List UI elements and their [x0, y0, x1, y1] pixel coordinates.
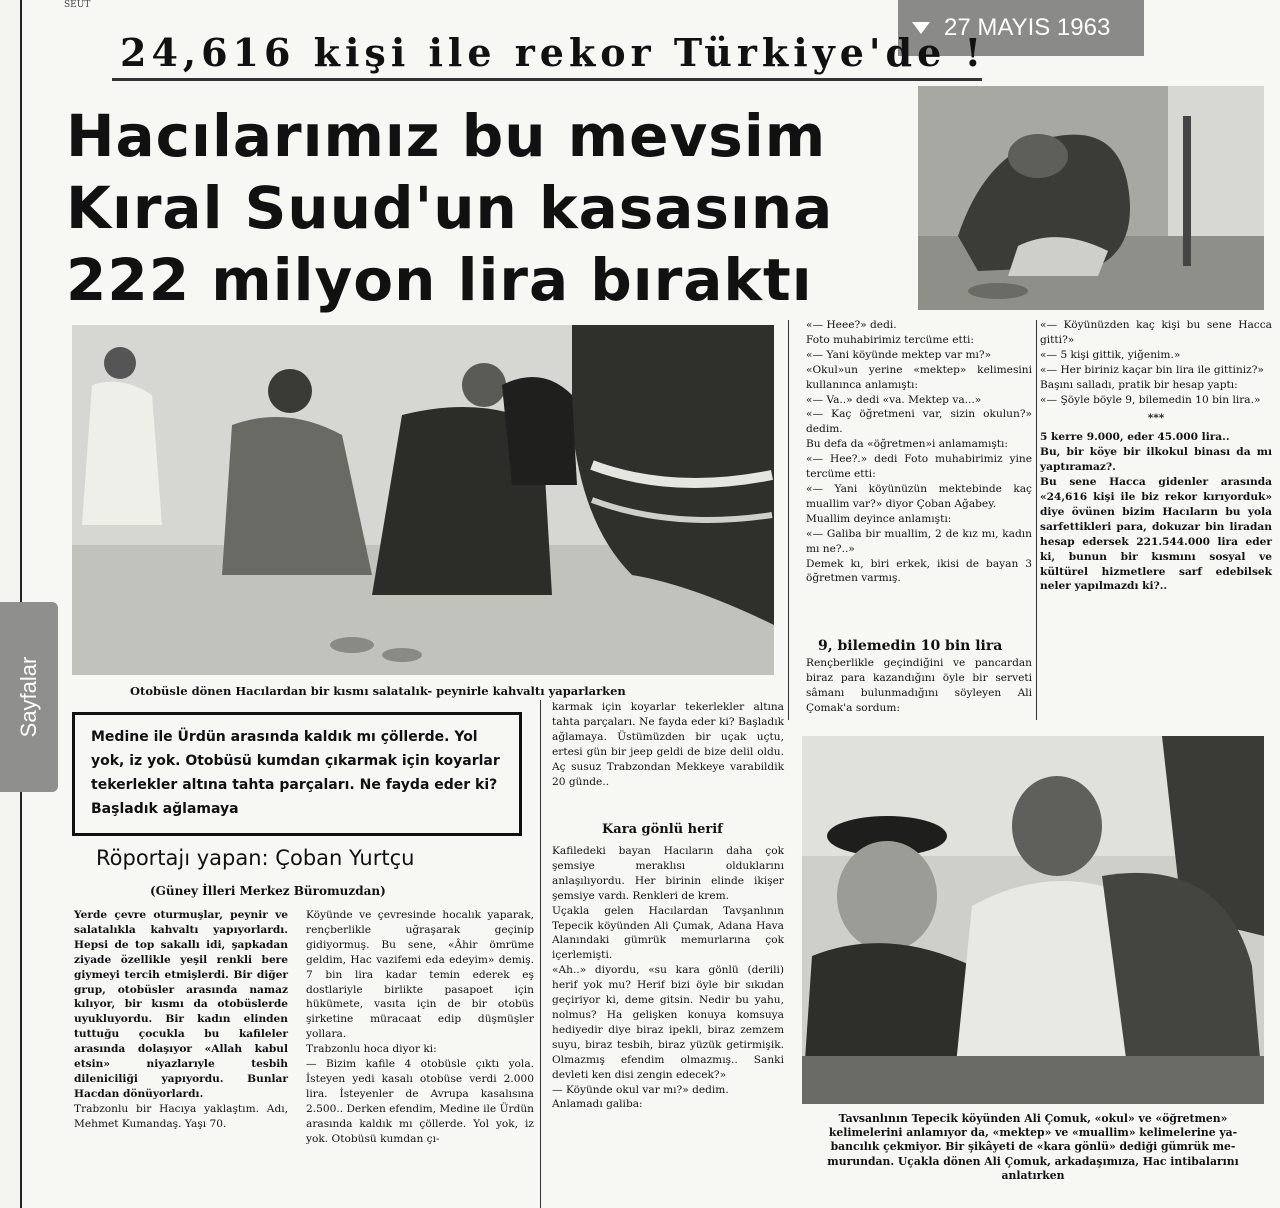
paragraph: Foto muhabirimiz tercüme etti: [806, 333, 974, 346]
date-label: 27 MAYIS 1963 [944, 14, 1111, 41]
paragraph: «— Şöyle böyle 9, bilemedin 10 bin lira.» [1040, 393, 1261, 406]
paragraph: Kafiledeki bayan Hacıların daha çok şemsiye meraklısı olduklarını anlaşılıyordu. Her birinin elinde ikişer şemsiye vardı. Renkleri de krem. [552, 845, 784, 902]
paragraph: «— Köyünüzden kaç kişi bu sene Hacca gitti?» [1040, 319, 1272, 346]
paragraph: «— Kaç öğretmeni var, sizin okulun?» dedim. [806, 408, 1032, 436]
kicker-underline [112, 78, 982, 81]
photo-ali-comuk-interview [802, 736, 1264, 1104]
headline-line: Kıral Suud'un kasasına [66, 174, 834, 242]
article-column-center-lower [552, 844, 784, 1112]
paragraph: Trabzonlu bir Hacıya yaklaştım. Adı, Mehmet Kumandaş. Yaşı 70. [74, 1102, 288, 1130]
paragraph: Bu defa da «öğretmen»i anlamamıştı: [806, 438, 1008, 451]
paragraph: Yerde çevre oturmuşlar, peynir ve salatalıkla kahvaltı yapıyorlardı. Hepsi de top sakallı idi, şapkadan ziyade özellikle yeşil renkli bere giymeyi tercih etmişlerdi. Bir diğer grup, otobüsler arasında namaz kılıyor, bir kısmı da otobüslerde uyukluyordu. Bir kadın elinden tuttuğu çocukla bu kafileler arasında dolaşıyor «Allah kabul etsin» niyazlarıyle tesbih dileniciliği yapıyordu. Bunlar Hacdan dönüyorlardı. [74, 909, 288, 1100]
paragraph: Uçakla gelen Hacılardan Tavşanlının Tepecik köyünden Ali Çumak, Adana Hava Alanındaki gümrük memurlarına çok içerlemişti. [552, 904, 784, 962]
article-column-fourth [1040, 318, 1272, 594]
paragraph: Demek kı, biri erkek, ikisi de bayan 3 öğretmen varmış. [806, 557, 1032, 585]
byline: Röportajı yapan: Çoban Yurtçu [96, 846, 415, 870]
pages-tab-label: Sayfalar [16, 656, 41, 738]
caption-line: bancılık çekmiyor. Bir şikâyeti de «kara gönlü» dediği gümrük me- [830, 1140, 1236, 1154]
paragraph: Trabzonlu hoca diyor ki: [306, 1043, 437, 1056]
interview-photo-caption [800, 1112, 1266, 1183]
kicker-headline: 24,616 kişi ile rekor Türkiye'de ! [120, 30, 987, 75]
paragraph: Rençberlikle geçindiğini ve pancardan biraz para kazandığını öyle bir serveti sâmanı bulunmadığını söyleyen Ali Çomak'a sordum: [806, 657, 1032, 714]
paragraph: — Bizim kafile 4 otobüsle çıktı yola. İsteyen yedi kasalı otobüse verdi 2.000 lira. İsteyenler de Avrupa kasalısına 2.500.. Derken efendim, Medine ile Ürdün arasında kaldık mı çöllerde. Yol yok, iz yok. Otobüsü kumdan çı- [306, 1058, 534, 1145]
article-column-left [74, 908, 288, 1132]
column-divider [540, 700, 541, 1208]
article-column-center [552, 700, 784, 789]
article-column-third [806, 318, 1032, 586]
caption-line: Tavsanlının Tepecik köyünden Ali Çomuk, «okul» ve «öğretmen» [838, 1112, 1228, 1125]
paragraph: — Köyünde okul var mı?» dedim. [552, 1083, 729, 1096]
paragraph: «— Yani köyünde mektep var mı?» [806, 348, 992, 361]
column-divider [788, 320, 789, 720]
caption-line: murundan. Uçakla dönen Ali Çomuk, arkadaşımıza, Hac intibalarını [827, 1154, 1239, 1168]
subhead-bilemedin: 9, bilemedin 10 bin lira [818, 638, 1003, 654]
paragraph: «— Her biriniz kaçar bin lira ile gittiniz?» [1040, 363, 1264, 376]
paragraph: «Okul»un yerine «mektep» kelimesini kullanınca anlamıştı: [806, 363, 1032, 391]
subhead-kara-gonlu: Kara gönlü herif [602, 822, 723, 837]
paragraph: «— Hee?.» dedi Foto muhabirimiz yine tercüme etti: [806, 453, 1032, 481]
paragraph: Bu sene Hacca gidenler arasında «24,616 kişi ile biz rekor kırıyorduk» diye övünen bizim Hacıların bu yola sarfettikleri para, dokuzar bin liradan hesap edersek 221.544.000 lira eder ki, bunun bir kısmını sosyal ve kültürel hizmetlere sarf edebilsek neler yapılmazdı ki?.. [1040, 476, 1272, 593]
main-photo-caption: Otobüsle dönen Hacılardan bir kısmı salatalık- peynirle kahvaltı yaparlarken [130, 684, 626, 698]
article-column-middle-lower [306, 908, 534, 1147]
paragraph: Başını salladı, pratik bir hesap yaptı: [1040, 378, 1238, 391]
article-column-third-tail [806, 656, 1032, 716]
masthead-fragment: SEUT [64, 0, 91, 10]
paragraph: karmak için koyarlar tekerlekler altına tahta parçaları. Ne fayda eder ki? Başladık ağlamaya. Üstümüzden bir uçak uçtu, ertesi gün bir jeep geldi de bize delil oldu. Aç susuz Trabzondan Mekkeye varabildik 20 günde.. [552, 701, 784, 788]
paragraph: Bu, bir köye bir ilkokul binası da mı yaptıramaz?. [1040, 446, 1272, 474]
section-stars: *** [1147, 412, 1165, 425]
caption-line: anlatırken [1001, 1168, 1065, 1182]
paragraph: «— 5 kişi gittik, yiğenim.» [1040, 348, 1181, 361]
paragraph: 5 kerre 9.000, eder 45.000 lira.. [1040, 431, 1230, 444]
paragraph: Köyünde ve çevresinde hocalık yaparak, rençberlikle uğraşarak geçinip gidiyormuş. Bu sene, «Âhir ömrüme geldim, Hac vazifemi eda edeyim» demiş. 7 bin lira kadar temin ederek eş dostlariyle birlikte pasapoet için hükümete, vasıta için de bir otobüs şirketine müracaat edip düşmüşler yollara. [306, 909, 534, 1041]
paragraph: «— Heee?» dedi. [806, 319, 897, 331]
caption-line: kelimelerini anlamıyor da, «mektep» ve «muallim» kelimelerine ya- [828, 1126, 1238, 1140]
paragraph: «— Galiba bir muallim, 2 de kız mı, kadın mı ne?..» [806, 527, 1032, 555]
pages-side-tab[interactable] [0, 602, 58, 792]
headline-line: Hacılarımız bu mevsim [66, 102, 827, 170]
paragraph: «— Va..» dedi «va. Mektep va...» [806, 393, 982, 406]
main-headline [66, 100, 916, 316]
boxed-pull-quote: Medine ile Ürdün arasında kaldık mı çöllerde. Yol yok, iz yok. Otobüsü kumdan çıkarmak için koyarlar tekerlekler altına tahta parçaları. Ne fayda eder ki? Başladık ağlamaya [72, 712, 522, 836]
paragraph: «— Yani köyünüzün mektebinde kaç muallim var?» diyor Çoban Ağabey. [806, 482, 1032, 510]
headline-line: 222 milyon lira bıraktı [66, 246, 813, 314]
column-divider [1036, 320, 1037, 720]
bureau-line: (Güney İlleri Merkez Büromuzdan) [150, 884, 386, 898]
photo-kneeling-pilgrim [918, 86, 1264, 310]
paragraph: Anlamadı galiba: [552, 1098, 643, 1111]
paragraph: Muallim deyince anlamıştı: [806, 512, 952, 525]
paragraph: «Ah..» diyordu, «su kara gönlü (derili) herif yok mu? Herif bizi öyle bir sıkıdan geçiriyor ki, deme gitsin. Nedir bu yahu, nolmus? Ha gelişken konuya komsuya hediyedir diye biraz ipekli, biraz zemzem suyu, biraz tesbih, biraz yüzük getirmişik. Olmazmış efendim olmazmış.. Sanki devleti ken disi zengin edecek?» [552, 964, 784, 1081]
photo-pilgrims-breakfast [72, 325, 774, 675]
